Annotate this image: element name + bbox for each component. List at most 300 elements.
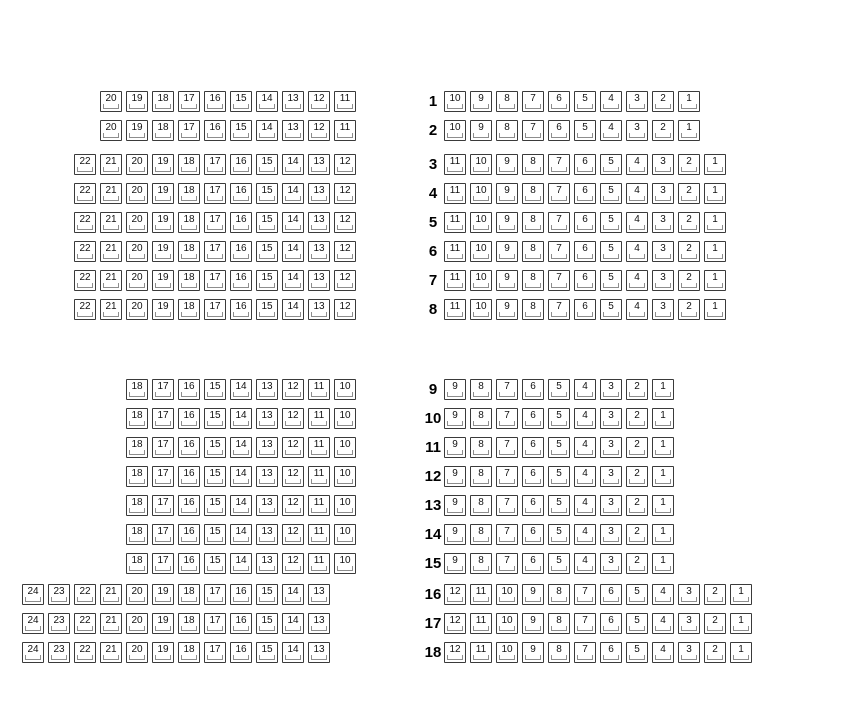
seat[interactable]: 22 xyxy=(74,241,96,262)
seat[interactable]: 15 xyxy=(204,379,226,400)
seat[interactable]: 5 xyxy=(548,495,570,516)
seat[interactable]: 4 xyxy=(652,642,674,663)
seat[interactable]: 18 xyxy=(126,495,148,516)
seat[interactable]: 9 xyxy=(496,212,518,233)
seat[interactable]: 20 xyxy=(126,270,148,291)
seat[interactable]: 5 xyxy=(548,524,570,545)
seat[interactable]: 23 xyxy=(48,613,70,634)
seat[interactable]: 5 xyxy=(600,270,622,291)
seat[interactable]: 8 xyxy=(470,379,492,400)
seat[interactable]: 10 xyxy=(496,584,518,605)
seat[interactable]: 7 xyxy=(548,270,570,291)
seat[interactable]: 19 xyxy=(126,91,148,112)
seat[interactable]: 10 xyxy=(334,408,356,429)
seat[interactable]: 8 xyxy=(522,183,544,204)
seat[interactable]: 14 xyxy=(282,183,304,204)
seat[interactable]: 14 xyxy=(256,120,278,141)
seat[interactable]: 5 xyxy=(600,212,622,233)
seat[interactable]: 5 xyxy=(600,183,622,204)
seat[interactable]: 14 xyxy=(282,212,304,233)
seat[interactable]: 3 xyxy=(652,299,674,320)
seat[interactable]: 14 xyxy=(282,299,304,320)
seat[interactable]: 11 xyxy=(444,212,466,233)
seat[interactable]: 17 xyxy=(178,91,200,112)
seat[interactable]: 20 xyxy=(100,120,122,141)
seat[interactable]: 15 xyxy=(230,120,252,141)
seat[interactable]: 10 xyxy=(470,241,492,262)
seat[interactable]: 18 xyxy=(126,437,148,458)
seat[interactable]: 3 xyxy=(652,183,674,204)
seat[interactable]: 4 xyxy=(626,299,648,320)
seat[interactable]: 21 xyxy=(100,270,122,291)
seat[interactable]: 14 xyxy=(230,408,252,429)
seat[interactable]: 12 xyxy=(444,642,466,663)
seat[interactable]: 22 xyxy=(74,642,96,663)
seat[interactable]: 17 xyxy=(178,120,200,141)
seat[interactable]: 6 xyxy=(574,183,596,204)
seat[interactable]: 18 xyxy=(178,212,200,233)
seat[interactable]: 8 xyxy=(522,299,544,320)
seat[interactable]: 15 xyxy=(204,553,226,574)
seat[interactable]: 16 xyxy=(178,437,200,458)
seat[interactable]: 13 xyxy=(282,91,304,112)
seat[interactable]: 9 xyxy=(444,466,466,487)
seat[interactable]: 18 xyxy=(126,408,148,429)
seat[interactable]: 2 xyxy=(678,154,700,175)
seat[interactable]: 5 xyxy=(600,154,622,175)
seat[interactable]: 18 xyxy=(178,270,200,291)
seat[interactable]: 19 xyxy=(152,642,174,663)
seat[interactable]: 23 xyxy=(48,584,70,605)
seat[interactable]: 7 xyxy=(548,212,570,233)
seat[interactable]: 7 xyxy=(496,408,518,429)
seat[interactable]: 24 xyxy=(22,613,44,634)
seat[interactable]: 11 xyxy=(444,183,466,204)
seat[interactable]: 11 xyxy=(444,299,466,320)
seat[interactable]: 15 xyxy=(256,613,278,634)
seat[interactable]: 3 xyxy=(600,437,622,458)
seat[interactable]: 21 xyxy=(100,212,122,233)
seat[interactable]: 4 xyxy=(626,154,648,175)
seat[interactable]: 22 xyxy=(74,613,96,634)
seat[interactable]: 18 xyxy=(126,553,148,574)
seat[interactable]: 7 xyxy=(548,241,570,262)
seat[interactable]: 15 xyxy=(256,584,278,605)
seat[interactable]: 15 xyxy=(256,212,278,233)
seat[interactable]: 15 xyxy=(204,466,226,487)
seat[interactable]: 16 xyxy=(230,642,252,663)
seat[interactable]: 10 xyxy=(496,642,518,663)
seat[interactable]: 13 xyxy=(308,154,330,175)
seat[interactable]: 8 xyxy=(522,212,544,233)
seat[interactable]: 2 xyxy=(678,299,700,320)
seat[interactable]: 1 xyxy=(652,553,674,574)
seat[interactable]: 8 xyxy=(548,584,570,605)
seat[interactable]: 1 xyxy=(678,91,700,112)
seat[interactable]: 15 xyxy=(256,183,278,204)
seat[interactable]: 7 xyxy=(548,154,570,175)
seat[interactable]: 5 xyxy=(600,299,622,320)
seat[interactable]: 10 xyxy=(470,270,492,291)
seat[interactable]: 15 xyxy=(204,524,226,545)
seat[interactable]: 12 xyxy=(282,408,304,429)
seat[interactable]: 7 xyxy=(522,120,544,141)
seat[interactable]: 13 xyxy=(256,495,278,516)
seat[interactable]: 7 xyxy=(496,553,518,574)
seat[interactable]: 9 xyxy=(522,613,544,634)
seat[interactable]: 9 xyxy=(496,299,518,320)
seat[interactable]: 17 xyxy=(152,466,174,487)
seat[interactable]: 1 xyxy=(652,524,674,545)
seat[interactable]: 13 xyxy=(308,183,330,204)
seat[interactable]: 2 xyxy=(678,241,700,262)
seat[interactable]: 17 xyxy=(204,154,226,175)
seat[interactable]: 6 xyxy=(600,584,622,605)
seat[interactable]: 9 xyxy=(470,120,492,141)
seat[interactable]: 15 xyxy=(256,642,278,663)
seat[interactable]: 6 xyxy=(548,120,570,141)
seat[interactable]: 2 xyxy=(652,91,674,112)
seat[interactable]: 4 xyxy=(574,524,596,545)
seat[interactable]: 17 xyxy=(152,553,174,574)
seat[interactable]: 15 xyxy=(204,437,226,458)
seat[interactable]: 7 xyxy=(548,299,570,320)
seat[interactable]: 11 xyxy=(308,379,330,400)
seat[interactable]: 1 xyxy=(704,270,726,291)
seat[interactable]: 11 xyxy=(308,437,330,458)
seat[interactable]: 9 xyxy=(496,241,518,262)
seat[interactable]: 15 xyxy=(256,241,278,262)
seat[interactable]: 7 xyxy=(574,642,596,663)
seat[interactable]: 13 xyxy=(256,408,278,429)
seat[interactable]: 12 xyxy=(282,524,304,545)
seat[interactable]: 16 xyxy=(204,120,226,141)
seat[interactable]: 6 xyxy=(574,154,596,175)
seat[interactable]: 19 xyxy=(126,120,148,141)
seat[interactable]: 12 xyxy=(282,466,304,487)
seat[interactable]: 16 xyxy=(230,299,252,320)
seat[interactable]: 6 xyxy=(522,437,544,458)
seat[interactable]: 22 xyxy=(74,183,96,204)
seat[interactable]: 15 xyxy=(256,154,278,175)
seat[interactable]: 3 xyxy=(678,584,700,605)
seat[interactable]: 14 xyxy=(282,584,304,605)
seat[interactable]: 17 xyxy=(152,495,174,516)
seat[interactable]: 15 xyxy=(230,91,252,112)
seat[interactable]: 9 xyxy=(444,524,466,545)
seat[interactable]: 8 xyxy=(522,241,544,262)
seat[interactable]: 11 xyxy=(470,613,492,634)
seat[interactable]: 13 xyxy=(308,299,330,320)
seat[interactable]: 21 xyxy=(100,154,122,175)
seat[interactable]: 18 xyxy=(178,642,200,663)
seat[interactable]: 8 xyxy=(470,466,492,487)
seat[interactable]: 10 xyxy=(470,299,492,320)
seat[interactable]: 18 xyxy=(126,466,148,487)
seat[interactable]: 17 xyxy=(204,183,226,204)
seat[interactable]: 8 xyxy=(522,154,544,175)
seat[interactable]: 3 xyxy=(652,241,674,262)
seat[interactable]: 15 xyxy=(204,495,226,516)
seat[interactable]: 21 xyxy=(100,299,122,320)
seat[interactable]: 10 xyxy=(334,437,356,458)
seat[interactable]: 1 xyxy=(704,212,726,233)
seat[interactable]: 19 xyxy=(152,270,174,291)
seat[interactable]: 18 xyxy=(152,120,174,141)
seat[interactable]: 14 xyxy=(230,437,252,458)
seat[interactable]: 4 xyxy=(574,408,596,429)
seat[interactable]: 8 xyxy=(496,91,518,112)
seat[interactable]: 4 xyxy=(626,212,648,233)
seat[interactable]: 5 xyxy=(626,584,648,605)
seat[interactable]: 18 xyxy=(178,241,200,262)
seat[interactable]: 6 xyxy=(600,613,622,634)
seat[interactable]: 4 xyxy=(600,120,622,141)
seat[interactable]: 14 xyxy=(256,91,278,112)
seat[interactable]: 7 xyxy=(574,613,596,634)
seat[interactable]: 3 xyxy=(652,212,674,233)
seat[interactable]: 16 xyxy=(230,212,252,233)
seat[interactable]: 1 xyxy=(704,241,726,262)
seat[interactable]: 3 xyxy=(600,495,622,516)
seat[interactable]: 8 xyxy=(470,495,492,516)
seat[interactable]: 11 xyxy=(308,495,330,516)
seat[interactable]: 10 xyxy=(334,553,356,574)
seat[interactable]: 20 xyxy=(126,642,148,663)
seat[interactable]: 16 xyxy=(230,154,252,175)
seat[interactable]: 10 xyxy=(334,524,356,545)
seat[interactable]: 18 xyxy=(152,91,174,112)
seat[interactable]: 17 xyxy=(204,642,226,663)
seat[interactable]: 21 xyxy=(100,613,122,634)
seat[interactable]: 12 xyxy=(444,613,466,634)
seat[interactable]: 17 xyxy=(152,524,174,545)
seat[interactable]: 4 xyxy=(574,437,596,458)
seat[interactable]: 19 xyxy=(152,212,174,233)
seat[interactable]: 18 xyxy=(178,584,200,605)
seat[interactable]: 5 xyxy=(548,379,570,400)
seat[interactable]: 4 xyxy=(626,270,648,291)
seat[interactable]: 9 xyxy=(444,437,466,458)
seat[interactable]: 4 xyxy=(574,495,596,516)
seat[interactable]: 1 xyxy=(704,154,726,175)
seat[interactable]: 3 xyxy=(600,553,622,574)
seat[interactable]: 16 xyxy=(230,613,252,634)
seat[interactable]: 1 xyxy=(678,120,700,141)
seat[interactable]: 17 xyxy=(204,584,226,605)
seat[interactable]: 21 xyxy=(100,584,122,605)
seat[interactable]: 14 xyxy=(282,613,304,634)
seat[interactable]: 9 xyxy=(444,495,466,516)
seat[interactable]: 19 xyxy=(152,154,174,175)
seat[interactable]: 12 xyxy=(282,495,304,516)
seat[interactable]: 5 xyxy=(548,408,570,429)
seat[interactable]: 8 xyxy=(548,613,570,634)
seat[interactable]: 6 xyxy=(548,91,570,112)
seat[interactable]: 5 xyxy=(600,241,622,262)
seat[interactable]: 1 xyxy=(730,642,752,663)
seat[interactable]: 21 xyxy=(100,241,122,262)
seat[interactable]: 4 xyxy=(626,241,648,262)
seat[interactable]: 5 xyxy=(626,642,648,663)
seat[interactable]: 2 xyxy=(704,613,726,634)
seat[interactable]: 16 xyxy=(230,270,252,291)
seat[interactable]: 14 xyxy=(282,241,304,262)
seat[interactable]: 14 xyxy=(230,553,252,574)
seat[interactable]: 18 xyxy=(126,379,148,400)
seat[interactable]: 12 xyxy=(334,299,356,320)
seat[interactable]: 16 xyxy=(178,466,200,487)
seat[interactable]: 18 xyxy=(126,524,148,545)
seat[interactable]: 12 xyxy=(282,437,304,458)
seat[interactable]: 20 xyxy=(126,241,148,262)
seat[interactable]: 1 xyxy=(652,437,674,458)
seat[interactable]: 22 xyxy=(74,270,96,291)
seat[interactable]: 22 xyxy=(74,299,96,320)
seat[interactable]: 6 xyxy=(574,270,596,291)
seat[interactable]: 9 xyxy=(522,642,544,663)
seat[interactable]: 12 xyxy=(334,212,356,233)
seat[interactable]: 20 xyxy=(126,183,148,204)
seat[interactable]: 8 xyxy=(470,437,492,458)
seat[interactable]: 4 xyxy=(574,379,596,400)
seat[interactable]: 13 xyxy=(308,212,330,233)
seat[interactable]: 12 xyxy=(282,379,304,400)
seat[interactable]: 6 xyxy=(522,466,544,487)
seat[interactable]: 2 xyxy=(626,466,648,487)
seat[interactable]: 14 xyxy=(282,642,304,663)
seat[interactable]: 10 xyxy=(334,495,356,516)
seat[interactable]: 1 xyxy=(730,584,752,605)
seat[interactable]: 17 xyxy=(204,212,226,233)
seat[interactable]: 13 xyxy=(308,642,330,663)
seat[interactable]: 19 xyxy=(152,584,174,605)
seat[interactable]: 16 xyxy=(178,408,200,429)
seat[interactable]: 10 xyxy=(334,379,356,400)
seat[interactable]: 2 xyxy=(704,642,726,663)
seat[interactable]: 23 xyxy=(48,642,70,663)
seat[interactable]: 9 xyxy=(496,154,518,175)
seat[interactable]: 13 xyxy=(256,553,278,574)
seat[interactable]: 14 xyxy=(230,466,252,487)
seat[interactable]: 4 xyxy=(626,183,648,204)
seat[interactable]: 2 xyxy=(678,212,700,233)
seat[interactable]: 4 xyxy=(574,553,596,574)
seat[interactable]: 9 xyxy=(496,183,518,204)
seat[interactable]: 18 xyxy=(178,154,200,175)
seat[interactable]: 14 xyxy=(230,495,252,516)
seat[interactable]: 10 xyxy=(470,183,492,204)
seat[interactable]: 11 xyxy=(444,154,466,175)
seat[interactable]: 10 xyxy=(444,120,466,141)
seat[interactable]: 4 xyxy=(600,91,622,112)
seat[interactable]: 12 xyxy=(308,91,330,112)
seat[interactable]: 5 xyxy=(574,120,596,141)
seat[interactable]: 19 xyxy=(152,241,174,262)
seat[interactable]: 2 xyxy=(626,408,648,429)
seat[interactable]: 16 xyxy=(230,584,252,605)
seat[interactable]: 2 xyxy=(626,495,648,516)
seat[interactable]: 2 xyxy=(678,183,700,204)
seat[interactable]: 11 xyxy=(308,466,330,487)
seat[interactable]: 11 xyxy=(334,120,356,141)
seat[interactable]: 3 xyxy=(600,408,622,429)
seat[interactable]: 8 xyxy=(470,524,492,545)
seat[interactable]: 3 xyxy=(652,270,674,291)
seat[interactable]: 12 xyxy=(334,183,356,204)
seat[interactable]: 14 xyxy=(282,154,304,175)
seat[interactable]: 16 xyxy=(230,183,252,204)
seat[interactable]: 12 xyxy=(282,553,304,574)
seat[interactable]: 6 xyxy=(522,379,544,400)
seat[interactable]: 22 xyxy=(74,212,96,233)
seat[interactable]: 8 xyxy=(470,553,492,574)
seat[interactable]: 11 xyxy=(444,270,466,291)
seat[interactable]: 16 xyxy=(204,91,226,112)
seat[interactable]: 3 xyxy=(626,91,648,112)
seat[interactable]: 11 xyxy=(334,91,356,112)
seat[interactable]: 5 xyxy=(626,613,648,634)
seat[interactable]: 13 xyxy=(256,524,278,545)
seat[interactable]: 17 xyxy=(204,299,226,320)
seat[interactable]: 15 xyxy=(256,299,278,320)
seat[interactable]: 3 xyxy=(600,379,622,400)
seat[interactable]: 14 xyxy=(282,270,304,291)
seat[interactable]: 12 xyxy=(334,241,356,262)
seat[interactable]: 9 xyxy=(444,379,466,400)
seat[interactable]: 20 xyxy=(126,584,148,605)
seat[interactable]: 4 xyxy=(652,584,674,605)
seat[interactable]: 5 xyxy=(548,553,570,574)
seat[interactable]: 22 xyxy=(74,584,96,605)
seat[interactable]: 8 xyxy=(496,120,518,141)
seat[interactable]: 19 xyxy=(152,299,174,320)
seat[interactable]: 2 xyxy=(652,120,674,141)
seat[interactable]: 7 xyxy=(496,437,518,458)
seat[interactable]: 10 xyxy=(334,466,356,487)
seat[interactable]: 9 xyxy=(444,553,466,574)
seat[interactable]: 11 xyxy=(470,584,492,605)
seat[interactable]: 21 xyxy=(100,183,122,204)
seat[interactable]: 19 xyxy=(152,183,174,204)
seat[interactable]: 20 xyxy=(126,154,148,175)
seat[interactable]: 1 xyxy=(704,299,726,320)
seat[interactable]: 13 xyxy=(308,584,330,605)
seat[interactable]: 9 xyxy=(522,584,544,605)
seat[interactable]: 13 xyxy=(256,379,278,400)
seat[interactable]: 2 xyxy=(704,584,726,605)
seat[interactable]: 3 xyxy=(626,120,648,141)
seat[interactable]: 7 xyxy=(522,91,544,112)
seat[interactable]: 24 xyxy=(22,642,44,663)
seat[interactable]: 2 xyxy=(626,524,648,545)
seat[interactable]: 6 xyxy=(600,642,622,663)
seat[interactable]: 1 xyxy=(652,408,674,429)
seat[interactable]: 8 xyxy=(548,642,570,663)
seat[interactable]: 16 xyxy=(230,241,252,262)
seat[interactable]: 16 xyxy=(178,553,200,574)
seat[interactable]: 6 xyxy=(522,524,544,545)
seat[interactable]: 17 xyxy=(152,379,174,400)
seat[interactable]: 22 xyxy=(74,154,96,175)
seat[interactable]: 17 xyxy=(204,270,226,291)
seat[interactable]: 10 xyxy=(470,212,492,233)
seat[interactable]: 12 xyxy=(334,154,356,175)
seat[interactable]: 21 xyxy=(100,642,122,663)
seat[interactable]: 4 xyxy=(652,613,674,634)
seat[interactable]: 10 xyxy=(496,613,518,634)
seat[interactable]: 1 xyxy=(652,379,674,400)
